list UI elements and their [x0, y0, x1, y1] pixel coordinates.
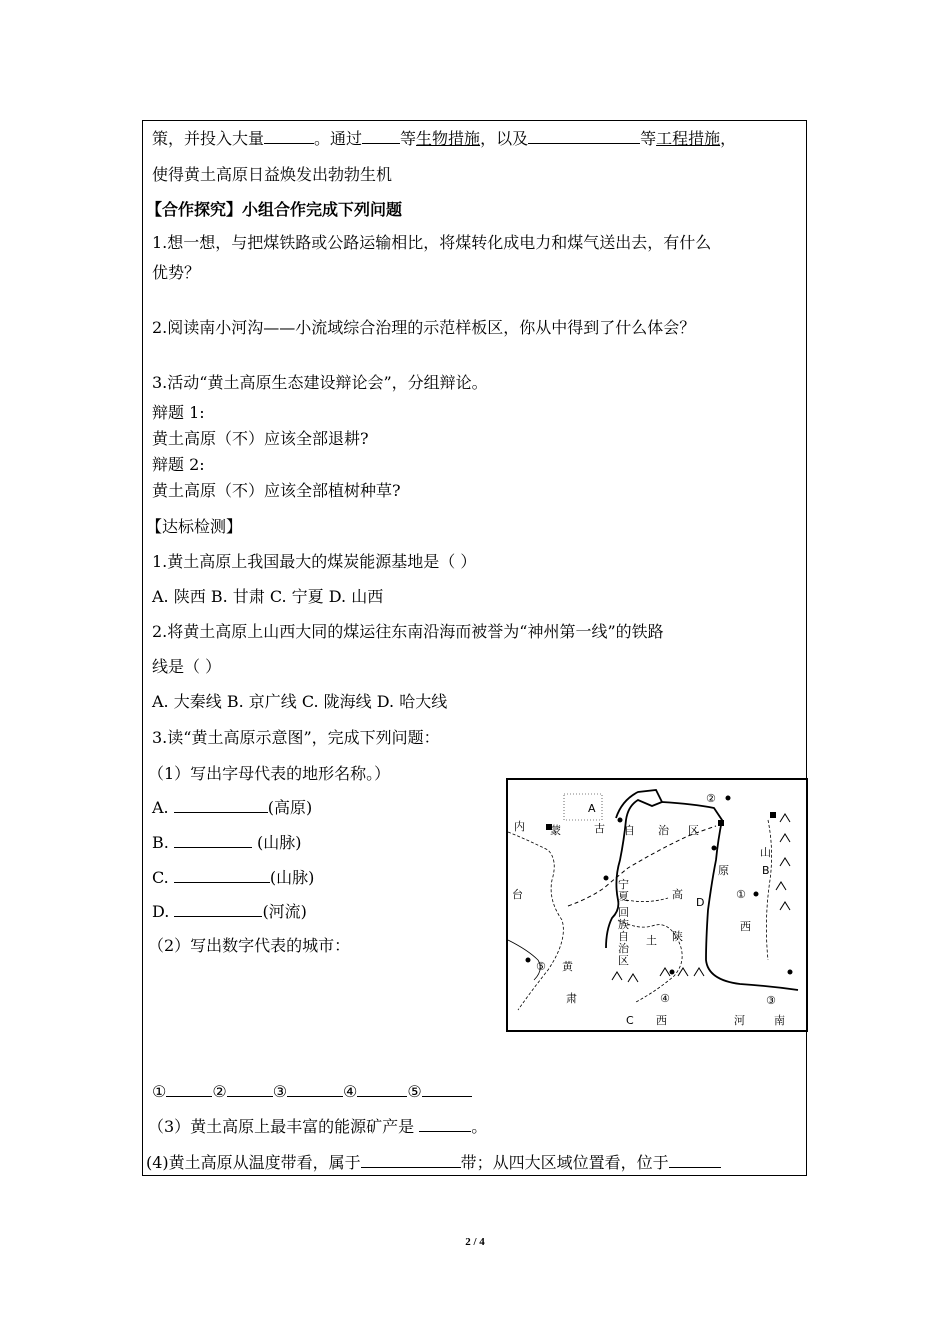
city-dot-7 [604, 876, 609, 881]
map-label-city-4: ④ [660, 992, 670, 1005]
blank-temperature-zone[interactable] [361, 1152, 461, 1168]
city-dot-5 [526, 958, 531, 963]
bio-measures: 生物措施 [416, 129, 481, 148]
debate-topic-2: 黄土高原（不）应该全部植树种草? [152, 481, 401, 500]
intro-line-1: 策，并投入大量 。通过 等生物措施，以及 等工程措施， [152, 129, 737, 148]
map-label-shan-2: 陕 [672, 930, 683, 943]
map-label-zhi-2: 治 [618, 942, 629, 955]
test-q2-options: A. 大秦线 B. 京广线 C. 陇海线 D. 哈大线 [152, 692, 448, 711]
coop-q2: 2.阅读南小河沟——小流域综合治理的示范样板区，你从中得到了什么体会？ [152, 318, 696, 337]
blank-a[interactable] [174, 797, 268, 813]
answer-b: B. (山脉) [152, 833, 302, 852]
desert-area [564, 794, 602, 820]
answer-c: C. (山脉) [152, 868, 315, 887]
coop-q1-line1: 1.想一想，与把煤铁路或公路运输相比，将煤转化成电力和煤气送出去，有什么 [152, 233, 712, 252]
page-number: 2 / 4 [465, 1236, 485, 1248]
intro-line-2: 使得黄土高原日益焕发出勃勃生机 [152, 165, 393, 184]
answer-d: D. (河流) [152, 902, 307, 921]
blank-city-3[interactable] [287, 1081, 343, 1097]
blank-c[interactable] [174, 867, 270, 883]
map-label-city-1: ① [736, 888, 746, 901]
engineering-measures: 工程措施 [656, 129, 721, 148]
map-label-C: C [626, 1014, 634, 1027]
debate-topic-1: 黄土高原（不）应该全部退耕? [152, 429, 369, 448]
blank-city-2[interactable] [227, 1081, 273, 1097]
answer-a: A. (高原) [152, 798, 313, 817]
test-heading: 【达标检测】 [146, 517, 243, 536]
yellow-river [606, 790, 662, 948]
mine-2 [718, 820, 724, 826]
map-label-A: A [588, 802, 596, 815]
city-dot-3 [788, 970, 793, 975]
mountain-b-1 [776, 814, 790, 910]
border-1 [508, 832, 563, 1010]
test-q1: 1.黄土高原上我国最大的煤炭能源基地是（ ） [152, 552, 477, 571]
map-label-zu: 族 [618, 918, 629, 931]
map-label-su: 肃 [566, 992, 577, 1005]
map-label-D: D [696, 896, 705, 909]
blank-city-1[interactable] [166, 1081, 212, 1097]
city-dot-8 [712, 846, 717, 851]
map-label-xia: 夏 [618, 890, 629, 903]
loess-plateau-map [506, 778, 808, 1032]
border-3 [766, 820, 771, 960]
test-q2-line1: 2.将黄土高原上山西大同的煤运往东南沿海而被誉为“神州第一线”的铁路 [152, 622, 664, 641]
map-label-tai: 台 [512, 888, 523, 901]
map-label-xi-2: 西 [656, 1014, 667, 1027]
blank-region[interactable] [669, 1152, 721, 1168]
map-label-city-2: ② [706, 792, 716, 805]
map-label-gao: 高 [672, 888, 683, 901]
great-wall [568, 826, 716, 906]
map-label-city-5: ⑤ [536, 960, 546, 973]
blank-city-5[interactable] [422, 1081, 472, 1097]
map-label-city-3: ③ [766, 994, 776, 1007]
debate-topic-1-label: 辩题 1: [152, 403, 205, 422]
blank-d[interactable] [174, 901, 262, 917]
mountain-c [612, 968, 704, 982]
test-q3-sub3: （3）黄土高原上最丰富的能源矿产是 。 [148, 1117, 488, 1136]
city-dot-6 [618, 818, 623, 823]
map-label-shan: 山 [760, 846, 771, 859]
debate-topic-2-label: 辩题 2: [152, 455, 205, 474]
mine-3 [770, 812, 776, 818]
map-label-ning: 宁 [618, 878, 629, 891]
border-4 [626, 898, 668, 902]
blank-energy[interactable] [419, 1116, 471, 1132]
map-label-nan: 南 [774, 1014, 785, 1027]
test-q3: 3.读“黄土高原示意图”，完成下列问题： [152, 728, 440, 747]
test-q3-sub2: （2）写出数字代表的城市： [148, 936, 351, 955]
map-label-zi-2: 自 [618, 930, 629, 943]
map-drawing [508, 780, 806, 1030]
map-label-nei: 内 [514, 820, 525, 833]
coop-q1-line2: 优势？ [152, 263, 201, 282]
coop-heading: 【合作探究】小组合作完成下列问题 [146, 200, 403, 219]
city-dot-1 [754, 892, 759, 897]
test-q1-options: A. 陕西 B. 甘肃 C. 宁夏 D. 山西 [152, 587, 384, 606]
city-dot-4 [670, 970, 675, 975]
map-label-hui: 回 [618, 906, 629, 919]
test-q3-sub4: (4)黄土高原从温度带看，属于 带；从四大区域位置看，位于 [146, 1152, 721, 1173]
test-q3-sub1: （1）写出字母代表的地形名称。） [148, 764, 391, 783]
map-label-huang: 黄 [562, 960, 573, 973]
blank-city-4[interactable] [357, 1081, 407, 1097]
map-label-meng: 蒙 [550, 824, 561, 837]
map-label-B: B [762, 864, 770, 877]
city-answers: ① ② ③ ④ ⑤ [152, 1081, 472, 1102]
blank-b[interactable] [174, 832, 252, 848]
map-label-qu: 区 [688, 824, 699, 837]
blank-input[interactable] [264, 128, 314, 144]
map-label-he: 河 [734, 1014, 745, 1027]
coop-q3: 3.活动“黄土高原生态建设辩论会”，分组辩论。 [152, 373, 488, 392]
blank-engineering[interactable] [528, 128, 640, 144]
test-q2-line2: 线是（ ） [152, 657, 222, 676]
map-label-yuan: 原 [718, 864, 729, 877]
map-label-tu: 土 [646, 934, 657, 947]
map-label-xi: 西 [740, 920, 751, 933]
blank-measures[interactable] [362, 128, 400, 144]
map-label-zhi: 治 [658, 824, 669, 837]
city-dot-2 [726, 796, 731, 801]
map-label-zi: 自 [624, 824, 635, 837]
map-label-qu-2: 区 [618, 954, 629, 967]
map-label-gu: 古 [594, 822, 605, 835]
